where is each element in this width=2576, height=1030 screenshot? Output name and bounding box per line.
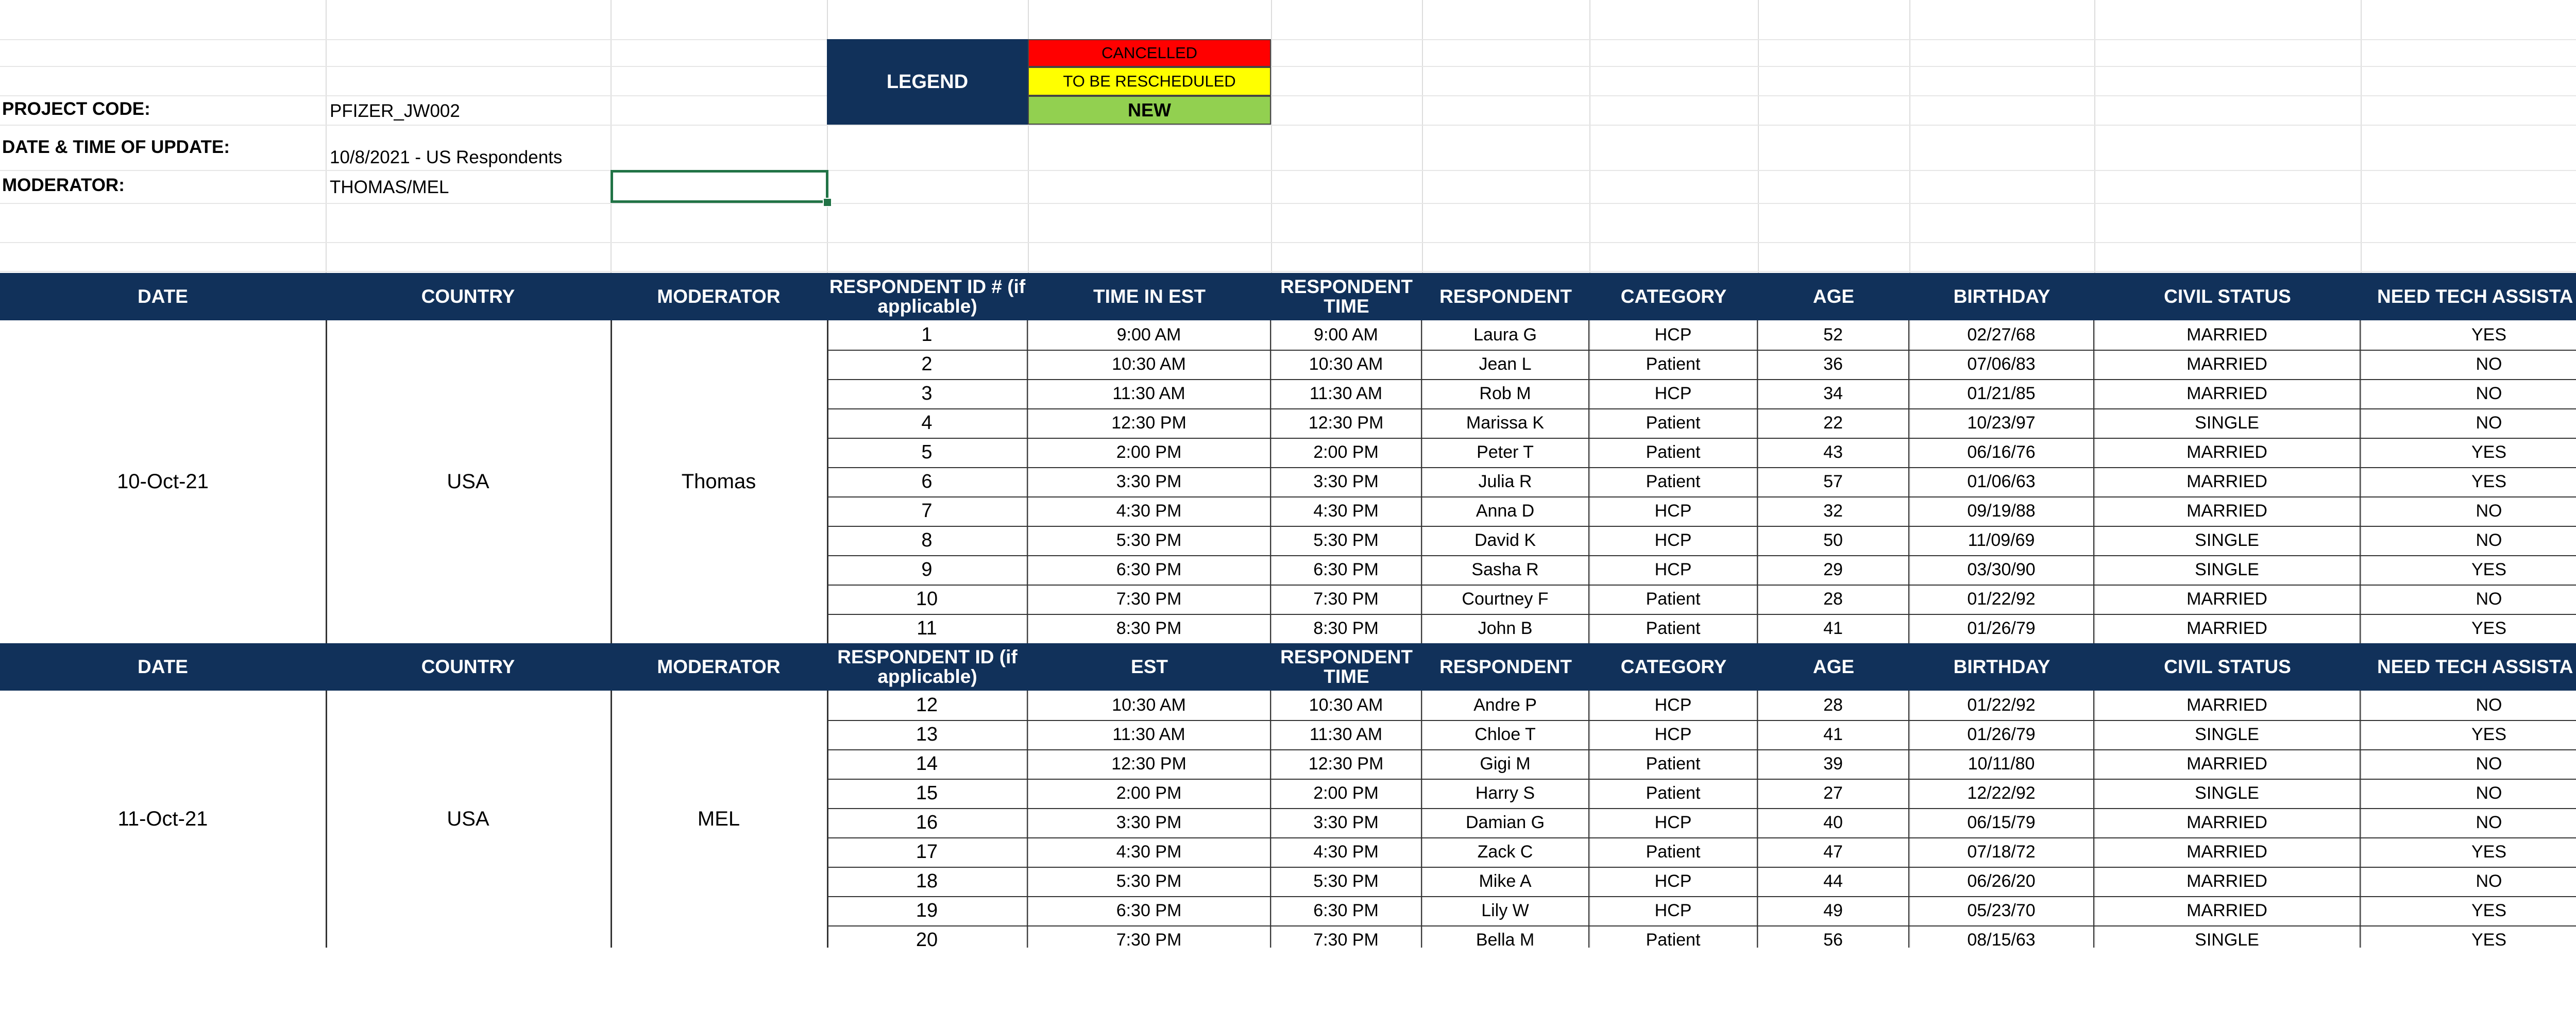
cell-respondent-time[interactable]: 2:00 PM [1271, 779, 1422, 808]
cell-age[interactable]: 39 [1758, 749, 1909, 779]
header-respondent: RESPONDENT [1439, 286, 1572, 307]
project-code-label: PROJECT CODE: [2, 99, 150, 119]
cell-civil-status[interactable]: MARRIED [2094, 614, 2361, 643]
table-row[interactable] [827, 749, 2576, 780]
cell-respondent-id[interactable]: 3 [827, 379, 1028, 408]
cell-need-tech-assistance[interactable]: YES [2361, 555, 2576, 585]
header-birthday: BIRTHDAY [1953, 286, 2050, 307]
header-date: DATE [138, 656, 188, 677]
cell-category[interactable]: HCP [1589, 867, 1758, 896]
cell-civil-status[interactable]: MARRIED [2094, 379, 2361, 408]
cell-birthday[interactable]: 01/22/92 [1909, 691, 2094, 720]
cell-category[interactable]: Patient [1589, 779, 1758, 808]
cell-civil-status[interactable]: SINGLE [2094, 526, 2361, 555]
cell-civil-status[interactable]: MARRIED [2094, 896, 2361, 925]
cell-age[interactable]: 41 [1758, 720, 1909, 749]
cell-respondent[interactable]: Lily W [1422, 896, 1589, 925]
project-code-value[interactable]: PFIZER_JW002 [330, 101, 460, 121]
header-country: COUNTRY [421, 286, 515, 307]
cell-birthday[interactable]: 07/06/83 [1909, 350, 2094, 379]
table-row[interactable] [827, 867, 2576, 897]
header-respondent: RESPONDENT [1439, 656, 1572, 677]
table-row[interactable] [827, 614, 2576, 644]
cell-respondent-id[interactable]: 7 [827, 496, 1028, 526]
cell-need-tech-assistance[interactable]: YES [2361, 438, 2576, 467]
cell-birthday[interactable]: 10/11/80 [1909, 749, 2094, 779]
cell-civil-status[interactable]: MARRIED [2094, 749, 2361, 779]
header-moderator: MODERATOR [657, 286, 781, 307]
cell-need-tech-assistance[interactable]: NO [2361, 526, 2576, 555]
table-row[interactable] [827, 691, 2576, 721]
cell-birthday[interactable]: 08/15/63 [1909, 925, 2094, 948]
selected-cell[interactable] [611, 170, 828, 203]
cell-need-tech-assistance[interactable]: NO [2361, 408, 2576, 438]
cell-civil-status[interactable]: MARRIED [2094, 691, 2361, 720]
cell-age[interactable]: 22 [1758, 408, 1909, 438]
cell-age[interactable]: 47 [1758, 837, 1909, 867]
cell-time-est[interactable]: 12:30 PM [1028, 749, 1271, 779]
cell-time-est[interactable]: 11:30 AM [1028, 379, 1271, 408]
header-need-tech-assistance: NEED TECH ASSISTA [2377, 286, 2573, 307]
cell-respondent-time[interactable]: 4:30 PM [1271, 496, 1422, 526]
cell-birthday[interactable]: 06/15/79 [1909, 808, 2094, 837]
cell-time-est[interactable]: 9:00 AM [1028, 320, 1271, 350]
cell-birthday[interactable]: 05/23/70 [1909, 896, 2094, 925]
cell-time-est[interactable]: 3:30 PM [1028, 467, 1271, 496]
cell-birthday[interactable]: 09/19/88 [1909, 496, 2094, 526]
cell-category[interactable]: HCP [1589, 691, 1758, 720]
cell-time-est[interactable]: 3:30 PM [1028, 808, 1271, 837]
cell-need-tech-assistance[interactable]: YES [2361, 614, 2576, 643]
cell-time-est[interactable]: 12:30 PM [1028, 408, 1271, 438]
cell-category[interactable]: HCP [1589, 808, 1758, 837]
cell-respondent-time[interactable]: 4:30 PM [1271, 837, 1422, 867]
cell-birthday[interactable]: 06/26/20 [1909, 867, 2094, 896]
cell-age[interactable]: 52 [1758, 320, 1909, 350]
cell-respondent-time[interactable]: 7:30 PM [1271, 585, 1422, 614]
cell-age[interactable]: 44 [1758, 867, 1909, 896]
merged-date-cell[interactable]: 11-Oct-21 [117, 808, 208, 830]
column-border [611, 320, 612, 643]
table-row[interactable] [827, 379, 2576, 409]
cell-age[interactable]: 40 [1758, 808, 1909, 837]
cell-respondent-time[interactable]: 2:00 PM [1271, 438, 1422, 467]
cell-time-est[interactable]: 7:30 PM [1028, 925, 1271, 948]
cell-need-tech-assistance[interactable]: NO [2361, 585, 2576, 614]
gridline [0, 170, 2576, 171]
cell-respondent[interactable]: Anna D [1422, 496, 1589, 526]
table-row[interactable] [827, 925, 2576, 948]
cell-age[interactable]: 32 [1758, 496, 1909, 526]
cell-respondent-time[interactable]: 5:30 PM [1271, 867, 1422, 896]
header-respondent-time: RESPONDENT TIME [1280, 646, 1413, 687]
cell-category[interactable]: Patient [1589, 350, 1758, 379]
cell-category[interactable]: HCP [1589, 320, 1758, 350]
table-row[interactable] [827, 896, 2576, 926]
table-row[interactable] [827, 779, 2576, 809]
cell-time-est[interactable]: 2:00 PM [1028, 438, 1271, 467]
merged-date-cell[interactable]: 10-Oct-21 [117, 470, 209, 493]
cell-need-tech-assistance[interactable]: NO [2361, 350, 2576, 379]
cell-respondent-time[interactable]: 7:30 PM [1271, 925, 1422, 948]
cell-respondent-id[interactable]: 18 [827, 867, 1028, 896]
cell-need-tech-assistance[interactable]: NO [2361, 749, 2576, 779]
cell-time-est[interactable]: 2:00 PM [1028, 779, 1271, 808]
cell-respondent-time[interactable]: 3:30 PM [1271, 467, 1422, 496]
cell-respondent-time[interactable]: 11:30 AM [1271, 379, 1422, 408]
cell-age[interactable]: 29 [1758, 555, 1909, 585]
cell-respondent-time[interactable]: 8:30 PM [1271, 614, 1422, 643]
column-border [326, 691, 327, 948]
cell-respondent-id[interactable]: 14 [827, 749, 1028, 779]
cell-age[interactable]: 27 [1758, 779, 1909, 808]
cell-time-est[interactable]: 6:30 PM [1028, 555, 1271, 585]
cell-respondent-id[interactable]: 4 [827, 408, 1028, 438]
cell-category[interactable]: Patient [1589, 837, 1758, 867]
header-civil-status: CIVIL STATUS [2164, 656, 2291, 677]
cell-birthday[interactable]: 10/23/97 [1909, 408, 2094, 438]
cell-respondent[interactable]: Courtney F [1422, 585, 1589, 614]
cell-age[interactable]: 57 [1758, 467, 1909, 496]
header-respondent-time: RESPONDENT TIME [1280, 276, 1413, 317]
table-row[interactable] [827, 720, 2576, 750]
cell-birthday[interactable]: 01/26/79 [1909, 720, 2094, 749]
cell-need-tech-assistance[interactable]: NO [2361, 496, 2576, 526]
cell-respondent-id[interactable]: 1 [827, 320, 1028, 350]
legend-to-be-rescheduled: TO BE RESCHEDULED [1028, 67, 1271, 96]
cell-age[interactable]: 28 [1758, 585, 1909, 614]
table-row[interactable] [827, 438, 2576, 468]
cell-age[interactable]: 34 [1758, 379, 1909, 408]
cell-civil-status[interactable]: MARRIED [2094, 320, 2361, 350]
cell-civil-status[interactable]: SINGLE [2094, 555, 2361, 585]
cell-civil-status[interactable]: SINGLE [2094, 408, 2361, 438]
header-time-est: EST [1131, 656, 1168, 677]
cell-respondent-time[interactable]: 6:30 PM [1271, 896, 1422, 925]
cell-need-tech-assistance[interactable]: YES [2361, 837, 2576, 867]
cell-respondent-time[interactable]: 3:30 PM [1271, 808, 1422, 837]
cell-respondent-id[interactable]: 5 [827, 438, 1028, 467]
cell-need-tech-assistance[interactable]: YES [2361, 467, 2576, 496]
cell-birthday[interactable]: 12/22/92 [1909, 779, 2094, 808]
cell-respondent[interactable]: Sasha R [1422, 555, 1589, 585]
cell-respondent-time[interactable]: 10:30 AM [1271, 691, 1422, 720]
column-border [326, 320, 327, 643]
table-header-1 [0, 273, 2576, 320]
header-date: DATE [138, 286, 188, 307]
cell-respondent-time[interactable]: 5:30 PM [1271, 526, 1422, 555]
cell-need-tech-assistance[interactable]: NO [2361, 379, 2576, 408]
cell-need-tech-assistance[interactable]: NO [2361, 867, 2576, 896]
cell-category[interactable]: HCP [1589, 496, 1758, 526]
cell-age[interactable]: 41 [1758, 614, 1909, 643]
moderator-value[interactable]: THOMAS/MEL [330, 177, 449, 197]
cell-birthday[interactable]: 03/30/90 [1909, 555, 2094, 585]
schedule-block-2 [0, 691, 2576, 948]
gridline [0, 66, 2576, 67]
header-age: AGE [1812, 286, 1855, 307]
cell-respondent-time[interactable]: 10:30 AM [1271, 350, 1422, 379]
cell-respondent[interactable]: Laura G [1422, 320, 1589, 350]
update-value[interactable]: 10/8/2021 - US Respondents [330, 147, 563, 167]
update-label: DATE & TIME OF UPDATE: [2, 137, 230, 157]
cell-category[interactable]: HCP [1589, 555, 1758, 585]
merged-moderator-cell[interactable]: Thomas [681, 470, 756, 493]
cell-age[interactable]: 50 [1758, 526, 1909, 555]
cell-respondent[interactable]: John B [1422, 614, 1589, 643]
merged-moderator-cell[interactable]: MEL [697, 808, 740, 830]
table-row[interactable] [827, 555, 2576, 586]
header-time-est: TIME IN EST [1093, 286, 1206, 307]
header-respondent-id: RESPONDENT ID (if applicable) [837, 646, 1018, 687]
cell-age[interactable]: 36 [1758, 350, 1909, 379]
cell-birthday[interactable]: 01/26/79 [1909, 614, 2094, 643]
cell-age[interactable]: 49 [1758, 896, 1909, 925]
cell-respondent-id[interactable]: 6 [827, 467, 1028, 496]
cell-civil-status[interactable]: SINGLE [2094, 779, 2361, 808]
cell-civil-status[interactable]: MARRIED [2094, 585, 2361, 614]
table-row[interactable] [827, 408, 2576, 439]
cell-respondent-id[interactable]: 12 [827, 691, 1028, 720]
cell-civil-status[interactable]: MARRIED [2094, 350, 2361, 379]
column-border [611, 691, 612, 948]
cell-birthday[interactable]: 02/27/68 [1909, 320, 2094, 350]
cell-respondent-id[interactable]: 16 [827, 808, 1028, 837]
cell-respondent[interactable]: Marissa K [1422, 408, 1589, 438]
table-header-2 [0, 643, 2576, 691]
cell-civil-status[interactable]: MARRIED [2094, 867, 2361, 896]
cell-category[interactable]: Patient [1589, 438, 1758, 467]
cell-respondent-id[interactable]: 13 [827, 720, 1028, 749]
cell-respondent-id[interactable]: 15 [827, 779, 1028, 808]
cell-respondent[interactable]: Chloe T [1422, 720, 1589, 749]
table-row[interactable] [827, 320, 2576, 351]
cell-respondent-id[interactable]: 20 [827, 925, 1028, 948]
table-row[interactable] [827, 467, 2576, 497]
cell-need-tech-assistance[interactable]: NO [2361, 691, 2576, 720]
cell-category[interactable]: Patient [1589, 467, 1758, 496]
cell-civil-status[interactable]: SINGLE [2094, 925, 2361, 948]
cell-time-est[interactable]: 8:30 PM [1028, 614, 1271, 643]
cell-time-est[interactable]: 7:30 PM [1028, 585, 1271, 614]
fill-handle[interactable] [823, 198, 832, 207]
header-birthday: BIRTHDAY [1953, 656, 2050, 677]
table-row[interactable] [827, 837, 2576, 868]
table-row[interactable] [827, 808, 2576, 838]
legend-cancelled: CANCELLED [1028, 39, 1271, 67]
cell-time-est[interactable]: 4:30 PM [1028, 496, 1271, 526]
cell-age[interactable]: 28 [1758, 691, 1909, 720]
header-country: COUNTRY [421, 656, 515, 677]
legend-new: NEW [1028, 96, 1271, 125]
table-row[interactable] [827, 350, 2576, 380]
cell-time-est[interactable]: 10:30 AM [1028, 691, 1271, 720]
cell-need-tech-assistance[interactable]: NO [2361, 808, 2576, 837]
cell-time-est[interactable]: 10:30 AM [1028, 350, 1271, 379]
cell-time-est[interactable]: 11:30 AM [1028, 720, 1271, 749]
table-row[interactable] [827, 496, 2576, 527]
merged-country-cell[interactable]: USA [447, 470, 489, 493]
cell-respondent[interactable]: Bella M [1422, 925, 1589, 948]
gridline [0, 271, 2576, 272]
cell-respondent[interactable]: David K [1422, 526, 1589, 555]
cell-respondent-time[interactable]: 12:30 PM [1271, 749, 1422, 779]
cell-age[interactable]: 43 [1758, 438, 1909, 467]
cell-respondent[interactable]: Mike A [1422, 867, 1589, 896]
cell-respondent[interactable]: Rob M [1422, 379, 1589, 408]
cell-birthday[interactable]: 11/09/69 [1909, 526, 2094, 555]
cell-civil-status[interactable]: MARRIED [2094, 837, 2361, 867]
cell-respondent-id[interactable]: 8 [827, 526, 1028, 555]
cell-respondent-time[interactable]: 9:00 AM [1271, 320, 1422, 350]
cell-respondent[interactable]: Damian G [1422, 808, 1589, 837]
cell-birthday[interactable]: 01/22/92 [1909, 585, 2094, 614]
moderator-label: MODERATOR: [2, 175, 125, 195]
cell-need-tech-assistance[interactable]: YES [2361, 925, 2576, 948]
cell-time-est[interactable]: 4:30 PM [1028, 837, 1271, 867]
cell-respondent-id[interactable]: 10 [827, 585, 1028, 614]
cell-category[interactable]: HCP [1589, 720, 1758, 749]
header-category: CATEGORY [1620, 656, 1727, 677]
cell-respondent-time[interactable]: 6:30 PM [1271, 555, 1422, 585]
cell-civil-status[interactable]: MARRIED [2094, 808, 2361, 837]
cell-civil-status[interactable]: MARRIED [2094, 438, 2361, 467]
cell-respondent-id[interactable]: 19 [827, 896, 1028, 925]
cell-respondent-id[interactable]: 11 [827, 614, 1028, 643]
cell-category[interactable]: Patient [1589, 925, 1758, 948]
cell-respondent[interactable]: Jean L [1422, 350, 1589, 379]
cell-category[interactable]: Patient [1589, 408, 1758, 438]
cell-need-tech-assistance[interactable]: YES [2361, 720, 2576, 749]
cell-civil-status[interactable]: MARRIED [2094, 467, 2361, 496]
header-need-tech-assistance: NEED TECH ASSISTA [2377, 656, 2573, 677]
cell-respondent[interactable]: Peter T [1422, 438, 1589, 467]
merged-country-cell[interactable]: USA [447, 808, 489, 830]
schedule-block-1 [0, 320, 2576, 643]
cell-respondent-id[interactable]: 17 [827, 837, 1028, 867]
cell-civil-status[interactable]: MARRIED [2094, 496, 2361, 526]
gridline [0, 125, 2576, 126]
header-respondent-id: RESPONDENT ID # (if applicable) [829, 276, 1026, 317]
header-moderator: MODERATOR [657, 656, 781, 677]
cell-category[interactable]: HCP [1589, 896, 1758, 925]
legend-title: LEGEND [827, 39, 1028, 125]
cell-respondent[interactable]: Gigi M [1422, 749, 1589, 779]
header-civil-status: CIVIL STATUS [2164, 286, 2291, 307]
table-row[interactable] [827, 585, 2576, 615]
cell-respondent-time[interactable]: 11:30 AM [1271, 720, 1422, 749]
cell-category[interactable]: HCP [1589, 379, 1758, 408]
cell-respondent[interactable]: Andre P [1422, 691, 1589, 720]
cell-respondent-id[interactable]: 9 [827, 555, 1028, 585]
cell-civil-status[interactable]: SINGLE [2094, 720, 2361, 749]
cell-age[interactable]: 56 [1758, 925, 1909, 948]
cell-category[interactable]: HCP [1589, 526, 1758, 555]
header-age: AGE [1812, 656, 1855, 677]
cell-respondent[interactable]: Julia R [1422, 467, 1589, 496]
cell-birthday[interactable]: 06/16/76 [1909, 438, 2094, 467]
cell-category[interactable]: Patient [1589, 614, 1758, 643]
cell-respondent-time[interactable]: 12:30 PM [1271, 408, 1422, 438]
gridline [0, 39, 2576, 40]
cell-category[interactable]: Patient [1589, 749, 1758, 779]
cell-need-tech-assistance[interactable]: YES [2361, 896, 2576, 925]
cell-category[interactable]: Patient [1589, 585, 1758, 614]
cell-respondent[interactable]: Harry S [1422, 779, 1589, 808]
cell-need-tech-assistance[interactable]: NO [2361, 779, 2576, 808]
table-row[interactable] [827, 526, 2576, 556]
cell-time-est[interactable]: 5:30 PM [1028, 867, 1271, 896]
cell-time-est[interactable]: 5:30 PM [1028, 526, 1271, 555]
gridline [0, 242, 2576, 243]
cell-respondent-id[interactable]: 2 [827, 350, 1028, 379]
gridline [0, 95, 2576, 96]
cell-time-est[interactable]: 6:30 PM [1028, 896, 1271, 925]
cell-respondent[interactable]: Zack C [1422, 837, 1589, 867]
cell-birthday[interactable]: 07/18/72 [1909, 837, 2094, 867]
cell-birthday[interactable]: 01/21/85 [1909, 379, 2094, 408]
header-category: CATEGORY [1620, 286, 1727, 307]
cell-need-tech-assistance[interactable]: YES [2361, 320, 2576, 350]
gridline [0, 203, 2576, 204]
cell-birthday[interactable]: 01/06/63 [1909, 467, 2094, 496]
